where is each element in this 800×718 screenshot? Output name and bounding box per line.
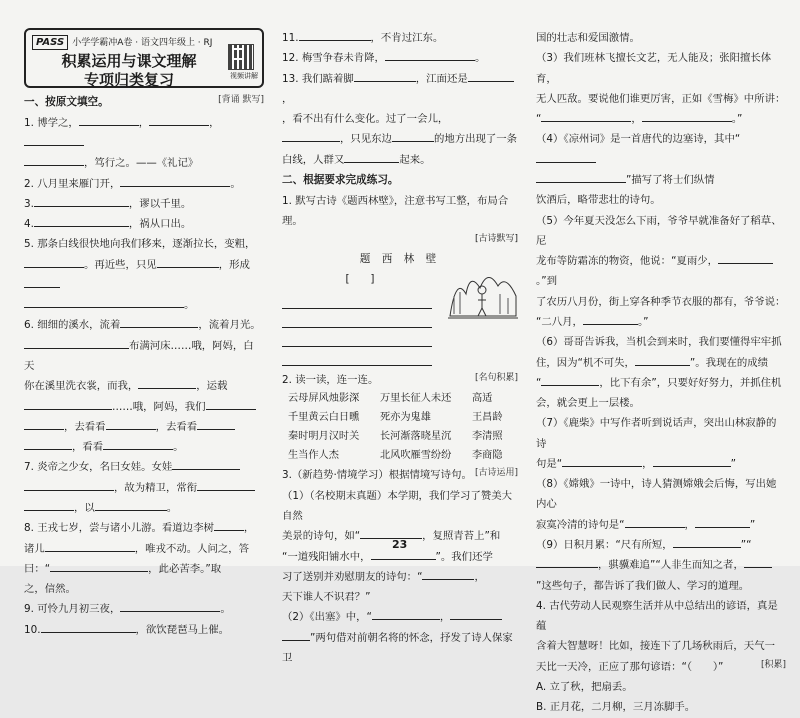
c3-q9-text2: ”“ — [740, 539, 752, 552]
c3-q4-3 — [536, 657, 786, 677]
blank[interactable] — [468, 69, 514, 82]
match-item[interactable]: 秦时明月汉时关 — [288, 430, 360, 442]
poem-line-2[interactable] — [282, 313, 432, 328]
blank[interactable] — [642, 109, 732, 122]
q2-3-1h: 天下谁人不识君？” — [282, 591, 371, 604]
q8-text4: 曰：“ — [24, 562, 51, 575]
q4-number: 4. — [24, 218, 34, 231]
page-subtitle: 专项归类复习 — [83, 71, 174, 90]
question-8-cont — [24, 539, 264, 559]
q6-text3: 布满河床……哦，阿妈，白天 — [24, 339, 254, 373]
c3-line: 了农历八月份，街上穿各种季节衣服的都有，爷爷说： — [536, 295, 786, 308]
blank[interactable] — [79, 113, 139, 126]
c3-q6 — [536, 353, 786, 373]
question-8: 8. 王戎七岁，尝与诸小儿游。看道边李树 ， — [24, 518, 264, 538]
q3-number: 3. — [24, 197, 34, 210]
question-10 — [24, 620, 264, 640]
q2-text: 2. 八月里来雁门开， — [24, 177, 121, 190]
c3-q8-text: 寂寞冷清的诗句是“ — [536, 518, 625, 531]
c3-q9 — [536, 535, 786, 555]
question-7-cont — [24, 478, 264, 498]
blank[interactable] — [45, 539, 135, 552]
c3-q4-text: （4）《凉州词》是一首唐代的边塞诗，其中“ — [536, 133, 741, 146]
q2-3-1e-text: ”。我们还学 — [435, 550, 493, 563]
c3-q6-text2: ”。我现在的成绩 — [689, 356, 769, 369]
q6-text7: ，去看看 — [64, 420, 106, 433]
q2-3-1c-text: ，复照青苔上”和 — [422, 530, 501, 543]
question-8-cont3 — [24, 579, 264, 599]
c3-line: 会，就会更上一层楼。 — [536, 397, 640, 410]
blank[interactable] — [625, 515, 685, 528]
q6-text2: ，流着月光。 — [198, 319, 261, 332]
poem-line-3[interactable] — [282, 332, 432, 347]
c3-q9-cont — [536, 555, 786, 575]
pass-logo: PASS — [32, 35, 68, 50]
blank[interactable] — [120, 315, 198, 328]
blank[interactable] — [50, 559, 148, 572]
q6-text: 6. 细细的溪水，流着 — [24, 319, 121, 332]
c3-q5-text: 龙布等防霜冻的物资，他说：“夏雨少， — [536, 255, 719, 268]
match-item[interactable]: 死亦为鬼雄 — [380, 411, 431, 423]
blank[interactable] — [34, 214, 129, 227]
question-5 — [24, 234, 264, 254]
match-item[interactable]: 生当作人杰 — [288, 449, 339, 461]
blank[interactable] — [450, 607, 502, 620]
section-1-heading — [24, 92, 264, 113]
blank[interactable] — [24, 133, 84, 146]
blank[interactable] — [744, 555, 772, 568]
q7-text3: ，以 — [74, 502, 95, 514]
question-1: 1. 博学之， ， ， — [24, 113, 264, 154]
blank[interactable] — [541, 373, 599, 386]
c3-q6-cont — [536, 373, 786, 393]
blank[interactable] — [536, 170, 626, 183]
match-item[interactable]: 高适 — [472, 392, 493, 404]
blank[interactable] — [41, 620, 136, 633]
blank[interactable] — [24, 336, 129, 349]
end-quote: ” — [730, 457, 736, 470]
blank[interactable] — [149, 113, 209, 126]
q8-text5: ，此必苦李。”取 — [148, 562, 222, 575]
right-column — [536, 28, 786, 714]
blank[interactable] — [354, 69, 416, 82]
q6-text4: 你在溪里洗衣裳，而我， — [24, 380, 139, 393]
q2-3-2a: （2）《出塞》中，“ ， — [282, 607, 518, 627]
question-13-cont — [282, 109, 518, 129]
left-column — [24, 28, 264, 636]
quote-mark: “ — [536, 376, 542, 389]
q3-text: ，谬以千里。 — [128, 197, 192, 210]
blank[interactable] — [34, 194, 129, 207]
option-b[interactable]: B. 正月花，二月柳，三月冻脚手。 — [536, 701, 696, 714]
c3-q6-text3: ，比下有余”，只要好好努力，并抓住机 — [599, 376, 782, 389]
c3-q5-text3: “二八月， — [536, 315, 583, 328]
question-6-cont3 — [24, 397, 264, 417]
blank[interactable] — [282, 628, 310, 641]
qr-code-icon[interactable] — [228, 44, 254, 70]
blank[interactable] — [536, 150, 596, 163]
blank[interactable] — [24, 417, 64, 430]
blank[interactable] — [24, 255, 84, 268]
page-title: 积累运用与课文理解 — [61, 52, 197, 71]
blank[interactable] — [24, 478, 114, 491]
blank[interactable] — [197, 417, 235, 430]
q7-text: 7. 炎帝之少女，名曰女娃。女娃 — [24, 461, 173, 474]
poem-line-1[interactable] — [282, 294, 432, 309]
question-6 — [24, 315, 264, 335]
c3-line: 饮酒后，略带悲壮的诗句。 — [536, 194, 661, 207]
c3-q4-tag: [积累] — [760, 659, 786, 670]
blank[interactable] — [103, 437, 173, 450]
c3-q4-text2: ”描写了将士们纵情 — [626, 173, 715, 186]
q2-3-1a: （1）（名校期末真题）本学期，我们学习了赞美大自然 — [282, 489, 513, 523]
blank[interactable] — [172, 457, 240, 470]
q2-1: 1. 默写古诗《题西林壁》，注意书写工整，布局合理。 — [282, 194, 509, 227]
q6-text5: ，运载 — [196, 380, 228, 393]
c3-q9-text: （9）日积月累：“尺有所短， — [536, 539, 673, 552]
blank[interactable] — [392, 129, 434, 142]
q10-number: 10. — [24, 623, 41, 636]
c3-line: 含着大智慧呀！比如，接连下了几场秋雨后，天气一 — [536, 640, 775, 653]
q13-text4: ，只见东边 — [340, 133, 392, 146]
blank[interactable] — [120, 599, 220, 612]
blank[interactable] — [138, 376, 196, 389]
section-1-tag: [背诵 默写] — [218, 95, 264, 105]
section-1-title: 一、按原文填空。 — [24, 96, 109, 108]
blank[interactable] — [24, 397, 112, 410]
blank[interactable] — [695, 515, 750, 528]
match-item[interactable]: 长河渐落晓星沉 — [380, 430, 452, 442]
question-13-cont3 — [282, 150, 518, 170]
question-9: 9. 可怜九月初三夜， 。 — [24, 599, 264, 619]
c3-line: ”这些句子，都告诉了我们做人、学习的道理。 — [536, 579, 750, 592]
q2-3-1f-text: 习了送别并劝慰朋友的诗句：“ — [282, 570, 423, 583]
q2-1-tag: [古诗默写] — [474, 234, 518, 245]
blank[interactable] — [562, 454, 642, 467]
q5-text3: ，形成 — [218, 258, 250, 271]
q5-text: 5. 那条白线很快地向我们移来，逐渐拉长，变粗， — [24, 238, 256, 251]
blank[interactable] — [214, 518, 244, 531]
question-13: 13. 我们踮着脚 ，江面还是， — [282, 69, 518, 110]
match-item[interactable]: 北风吹雁雪纷纷 — [380, 449, 452, 461]
q13-text2: ，江面还是 — [415, 72, 468, 85]
q2-3-2b-text: ”两句借对前朝名将的怀念，抒发了诗人保家卫 — [282, 631, 513, 664]
q6-text6: ……哦，阿妈，我们 — [112, 400, 206, 413]
poem-author-blank[interactable]: [ ] — [345, 273, 375, 286]
c3-q6-text: 住，因为“机不可失， — [536, 356, 635, 369]
blank[interactable] — [635, 353, 690, 366]
matching-table — [288, 390, 518, 466]
q2-2-tag: [名句积累] — [474, 372, 518, 383]
q2-3-1d-text: “一道残阳铺水中， — [282, 550, 371, 563]
blank[interactable] — [653, 454, 731, 467]
blank[interactable] — [299, 28, 371, 41]
c3-q5-text4: 。” — [637, 315, 649, 328]
c3-q8 — [536, 515, 786, 535]
blank[interactable] — [536, 555, 598, 568]
q11-number: 11. — [282, 32, 299, 44]
match-item[interactable]: 李清照 — [472, 430, 503, 442]
c3-q4-cont — [536, 170, 786, 190]
question-3 — [24, 194, 264, 214]
q13-text5: 的地方出现了一条 — [433, 133, 518, 146]
question-6-cont — [24, 336, 264, 377]
q2-3-2b — [282, 628, 518, 669]
end-quote: ” — [749, 518, 756, 531]
q2-3 — [282, 465, 518, 485]
match-item[interactable]: 李商隐 — [472, 449, 503, 461]
q2-3-1g-text: ， — [474, 570, 485, 583]
c3-q7 — [536, 454, 786, 474]
c3-line: （8）《嫦娥》一诗中，诗人猜测嫦娥会后悔，写出她内心 — [536, 478, 777, 511]
section-2-heading: 二、根据要求完成练习。 — [282, 173, 399, 186]
c3-line: （6）哥哥告诉我，当机会到来时，我们要懂得牢牢抓 — [536, 336, 782, 349]
question-7-cont2: ，以 。 — [24, 498, 264, 518]
c3-line: 4. 古代劳动人民观察生活并从中总结出的谚语，真是蕴 — [536, 599, 778, 633]
blank[interactable] — [206, 397, 256, 410]
q1-source: 笃行之。——《礼记》 — [94, 157, 199, 170]
question-7 — [24, 457, 264, 477]
comma: ， — [631, 113, 642, 126]
blank[interactable] — [95, 498, 167, 511]
q2-3-1f — [282, 567, 518, 587]
blank[interactable] — [673, 535, 741, 548]
q6-text8: ，去看看 — [155, 420, 198, 433]
question-1-cont: ，笃行之。——《礼记》 — [24, 153, 264, 173]
q2-3-2a-text: （2）《出塞》中，“ — [282, 611, 372, 624]
blank[interactable] — [282, 129, 340, 142]
end-quote: 。” — [731, 113, 743, 126]
middle-column — [282, 28, 518, 664]
blank[interactable] — [157, 255, 219, 268]
q8-text2: 诸儿 — [24, 542, 45, 555]
c3-line: （7）《鹿柴》中写作者听到说话声，突出山林寂静的诗 — [536, 417, 777, 450]
q5-text2: 。再近些，只见 — [84, 258, 157, 271]
question-12: 12. 梅雪争春未肯降， 。 — [282, 48, 518, 68]
option-a[interactable]: A. 立了秋，把扇丢。 — [536, 681, 633, 693]
c3-q3-blanks — [536, 109, 786, 129]
q4-text: ，祸从口出。 — [128, 218, 192, 231]
blank[interactable] — [541, 109, 631, 122]
c3-q5 — [536, 251, 786, 292]
q2-2 — [282, 370, 518, 390]
q2-3-1b-text: 美景的诗句，如“ — [282, 530, 361, 543]
blank[interactable] — [372, 607, 440, 620]
question-6-cont5: ，看看 。 — [24, 437, 264, 457]
q1-text: 1. 博学之， — [24, 116, 79, 129]
c3-q5-text2: 。”到 — [536, 275, 557, 288]
question-4 — [24, 214, 264, 234]
poem-line-4[interactable] — [282, 351, 432, 366]
c3-q4-3-text: 天比一天冷，正应了那句谚语：“（ ）” — [536, 660, 724, 673]
blank[interactable] — [24, 498, 74, 511]
blank[interactable] — [24, 437, 72, 450]
blank[interactable] — [24, 295, 184, 308]
question-11 — [282, 28, 518, 48]
blank[interactable] — [197, 478, 255, 491]
page-number: 23 — [392, 538, 408, 551]
blank[interactable] — [106, 417, 156, 430]
poem-title: 题 西 林 壁 — [359, 252, 441, 265]
q8-text3: ，唯戎不动。人问之，答 — [134, 542, 250, 555]
q6-text9: ，看看 — [72, 441, 104, 454]
q2-3-text: 3.（新趋势·情境学习）根据情境写诗句。 — [282, 469, 472, 482]
q2-3-tag: [古诗运用] — [474, 468, 518, 479]
q13-text3: ，看不出有什么变化。过了一会儿， — [282, 113, 449, 126]
q10-text: ，欲饮琵琶马上催。 — [135, 623, 230, 636]
q12-text: 12. 梅雪争春未肯降， — [282, 52, 385, 65]
match-item[interactable]: 千里黄云白日曛 — [288, 411, 360, 423]
question-2: 2. 八月里来雁门开， 。 — [24, 174, 264, 194]
q8-text: 8. 王戎七岁，尝与诸小儿游。看道边李树 — [24, 522, 214, 535]
c3-line: 国的壮志和爱国激情。 — [536, 32, 640, 44]
blank[interactable] — [120, 174, 230, 187]
series-title: 小学学霸冲A卷 · 语文四年级上 · RJ — [72, 38, 213, 48]
c3-line: （3）我们班林飞擅长文艺，无人能及；张阳擅长体育， — [536, 52, 772, 85]
q9-text: 9. 可怜九月初三夜， — [24, 603, 121, 616]
c3-line: （5）今年夏天没怎么下雨，爷爷早就准备好了稻草、尼 — [536, 214, 782, 247]
match-item[interactable]: 云母屏风烛影深 — [288, 392, 360, 404]
blank[interactable] — [344, 150, 399, 163]
blank[interactable] — [24, 275, 60, 288]
worksheet-header — [24, 28, 264, 88]
qr-caption: 视频讲解 — [230, 72, 258, 80]
question-5-cont2: 。 — [24, 295, 264, 315]
comma: ， — [642, 457, 653, 470]
q13-text7: 起来。 — [399, 153, 431, 166]
c3-q5-cont — [536, 312, 786, 332]
q11-text: ，不肯过江东。 — [370, 32, 444, 44]
mountain-illustration-icon — [448, 266, 518, 320]
q13-text6: 白线，人群又 — [282, 153, 345, 166]
quote-mark: “ — [536, 113, 542, 126]
blank[interactable] — [24, 153, 84, 166]
blank[interactable] — [422, 567, 474, 580]
c3-q9-text3: ，骐骥难追”“人非生而知之者， — [598, 559, 744, 572]
q7-text2: ，故为精卫，常衔 — [114, 481, 198, 494]
question-6-cont2 — [24, 376, 264, 396]
q8-text6: 之，信然。 — [24, 583, 76, 596]
comma: ， — [684, 518, 695, 531]
match-item[interactable]: 王昌龄 — [472, 411, 503, 423]
c3-q7-text: 句是“ — [536, 457, 563, 470]
question-13-cont2 — [282, 129, 518, 149]
question-6-cont4 — [24, 417, 264, 437]
match-item[interactable]: 万里长征人未还 — [380, 392, 452, 404]
blank[interactable] — [583, 312, 638, 325]
q2-2-text: 2. 读一读，连一连。 — [282, 373, 379, 386]
question-8-cont2 — [24, 559, 264, 579]
q13-text: 13. 我们踮着脚 — [282, 72, 354, 85]
blank[interactable] — [385, 48, 475, 61]
blank[interactable] — [718, 251, 773, 264]
c3-line: 无人匹敌。要说他们谁更厉害，正如《雪梅》中所讲： — [536, 92, 786, 105]
c3-q4 — [536, 129, 786, 170]
